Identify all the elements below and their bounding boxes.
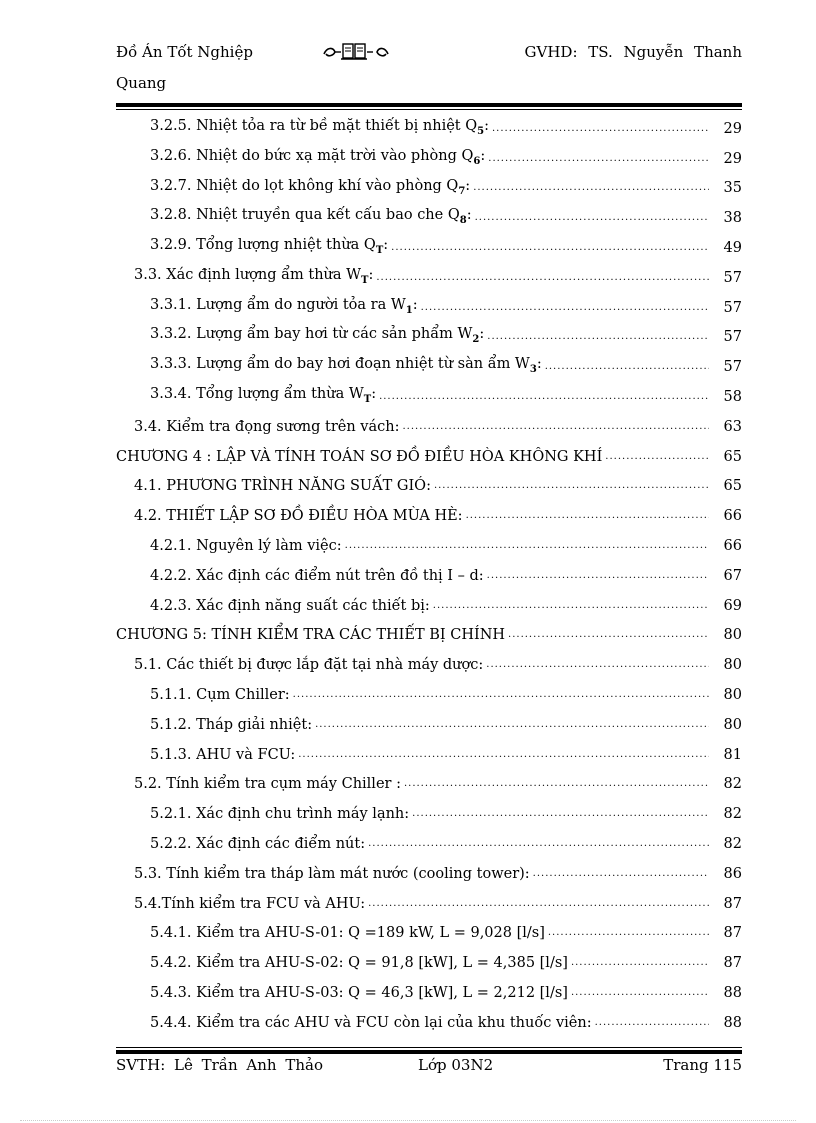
toc-entry: [116, 226, 742, 256]
toc-entry-title: [150, 207, 472, 226]
toc-entry: [116, 643, 742, 673]
toc-entry-page: 57: [723, 269, 742, 286]
toc-entry-subscript: 6: [473, 155, 481, 167]
toc-dot-leader: [403, 421, 710, 432]
toc-entry-label: 5.4.2. Kiểm tra AHU-S-02: Q = 91,8 [kW], L = 4,385 [l/s]: [150, 955, 568, 972]
toc-dot-leader: [466, 510, 709, 521]
toc-entry-label: 3.3.2. Lượng ẩm bay hơi từ các sản phẩm W: [150, 326, 473, 343]
toc-entry-title: [150, 356, 542, 375]
toc-entry-title: [150, 568, 484, 584]
toc-entry-page: 88: [723, 1014, 742, 1031]
footer-rule-thin: [116, 1047, 742, 1048]
toc-entry-page: 87: [723, 895, 742, 912]
toc-dot-leader: [379, 391, 709, 402]
toc-dot-leader: [508, 629, 709, 640]
toc-entry-label: 3.3.1. Lượng ẩm do người tỏa ra W: [150, 296, 406, 313]
toc-entry-page: 65: [723, 478, 742, 495]
toc-entry-title: [150, 118, 489, 137]
toc-entry-title: [134, 776, 401, 792]
toc-entry-title: [150, 747, 295, 763]
toc-entry: [116, 763, 742, 793]
toc-entry-label: 4.2. THIẾT LẬP SƠ ĐỒ ĐIỀU HÒA MÙA HÈ:: [134, 508, 463, 525]
toc-entry-subscript: 1: [405, 304, 413, 316]
toc-entry-subscript: 3: [529, 364, 537, 376]
toc-entry-suffix: :: [368, 266, 374, 283]
toc-entry-title: [150, 598, 430, 614]
toc-dot-leader: [487, 570, 709, 581]
toc-entry: [116, 941, 742, 971]
toc-entry-label: 3.2.7. Nhiệt do lọt không khí vào phòng Q: [150, 177, 459, 194]
toc-entry-page: 38: [723, 210, 742, 227]
toc-dot-leader: [595, 1017, 709, 1028]
toc-dot-leader: [473, 182, 709, 193]
toc-dot-leader: [368, 838, 709, 849]
toc-entry-title: [150, 297, 418, 316]
toc-entry: [116, 703, 742, 733]
toc-entry-title: [134, 419, 400, 435]
toc-entry-title: [150, 687, 290, 703]
header-advisor-cont: Quang: [116, 74, 167, 92]
toc-entry-title: [150, 985, 568, 1001]
toc-entry-subscript: 7: [458, 185, 466, 197]
toc-dot-leader: [533, 868, 709, 879]
toc-entry: [116, 554, 742, 584]
toc-entry-page: 63: [723, 418, 742, 435]
toc-entry-suffix: :: [466, 207, 472, 224]
toc-entry: [116, 882, 742, 912]
toc-entry-subscript: 5: [477, 125, 485, 137]
toc-entry-subscript: 8: [459, 215, 467, 227]
toc-entry-subscript: T: [361, 274, 369, 286]
toc-entry-title: [150, 836, 365, 852]
toc-entry-page: 82: [723, 835, 742, 852]
toc-entry-title: [150, 1015, 592, 1031]
footer-page-number: Trang 115: [663, 1056, 742, 1074]
toc-entry-subscript: 2: [472, 334, 480, 346]
toc-dot-leader: [421, 302, 709, 313]
toc-entry-title: [116, 627, 505, 643]
toc-entry-label: 3.2.9. Tổng lượng nhiệt thừa Q: [150, 237, 376, 254]
toc-entry-label: 5.1.1. Cụm Chiller:: [150, 686, 290, 703]
toc-entry-page: 65: [723, 448, 742, 465]
toc-entry-label: 4.1. PHƯƠNG TRÌNH NĂNG SUẤT GIÓ:: [134, 478, 431, 495]
toc-dot-leader: [298, 749, 709, 760]
toc-dot-leader: [571, 987, 709, 998]
toc-entry-page: 57: [723, 359, 742, 376]
footer-class: Lớp 03N2: [418, 1056, 494, 1074]
toc-entry-title: [134, 866, 530, 882]
toc-entry-label: 4.2.1. Nguyên lý làm việc:: [150, 537, 342, 554]
toc-entry: [116, 167, 742, 197]
toc-dot-leader: [293, 689, 709, 700]
toc-entry-page: 66: [723, 508, 742, 525]
toc-entry-page: 80: [723, 657, 742, 674]
toc-entry-page: 58: [723, 388, 742, 405]
toc-entry-label: 4.2.2. Xác định các điểm nút trên đồ thị I – d:: [150, 567, 484, 584]
toc-dot-leader: [368, 898, 709, 909]
toc-entry-page: 87: [723, 955, 742, 972]
toc-dot-leader: [486, 659, 709, 670]
toc-entry-label: 5.2.2. Xác định các điểm nút:: [150, 835, 366, 852]
toc-entry: [116, 614, 742, 644]
toc-entry-label: 5.2.1. Xác định chu trình máy lạnh:: [150, 806, 410, 823]
toc-entry-label: 3.3.3. Lượng ẩm do bay hơi đoạn nhiệt từ sàn ẩm W: [150, 356, 530, 373]
toc-entry-page: 35: [723, 180, 742, 197]
header-title: Đồ Án Tốt Nghiệp: [116, 43, 253, 61]
toc-entry-suffix: :: [480, 147, 486, 164]
toc-dot-leader: [433, 600, 709, 611]
toc-entry: [116, 375, 742, 405]
toc-entry-page: 82: [723, 806, 742, 823]
toc-entry-title: [150, 955, 568, 971]
toc-entry-title: [150, 717, 312, 733]
toc-entry: [116, 316, 742, 346]
toc-entry: [116, 1001, 742, 1031]
toc-entry-title: [150, 148, 485, 167]
table-of-contents: [116, 107, 742, 1031]
toc-entry: [116, 733, 742, 763]
toc-entry-page: 29: [723, 120, 742, 137]
footer-student: SVTH: Lê Trần Anh Thảo: [116, 1056, 323, 1074]
toc-entry-page: 67: [723, 567, 742, 584]
toc-entry-page: 81: [723, 746, 742, 763]
toc-entry-page: 80: [723, 686, 742, 703]
toc-entry-page: 80: [723, 716, 742, 733]
footer-rule-thick: [116, 1050, 742, 1054]
toc-entry-label: 5.4.3. Kiểm tra AHU-S-03: Q = 46,3 [kW], L = 2,212 [l/s]: [150, 984, 568, 1001]
toc-dot-leader: [391, 242, 709, 253]
toc-entry-page: 49: [723, 239, 742, 256]
toc-entry-title: [150, 237, 388, 256]
toc-entry-page: 29: [723, 150, 742, 167]
toc-entry-suffix: :: [536, 356, 542, 373]
toc-dot-leader: [488, 153, 709, 164]
toc-entry: [116, 256, 742, 286]
toc-entry: [116, 435, 742, 465]
toc-entry-label: 5.4.Tính kiểm tra FCU và AHU:: [134, 895, 366, 912]
page-header: [116, 38, 742, 96]
toc-entry-title: [150, 386, 376, 405]
toc-entry-page: 66: [723, 537, 742, 554]
toc-entry: [116, 822, 742, 852]
toc-dot-leader: [605, 451, 709, 462]
toc-entry-page: 80: [723, 627, 742, 644]
toc-entry-label: CHƯƠNG 5: TÍNH KIỂM TRA CÁC THIẾT BỊ CHÍNH: [116, 627, 506, 644]
toc-dot-leader: [548, 927, 709, 938]
toc-dot-leader: [487, 331, 709, 342]
toc-entry-label: 3.2.5. Nhiệt tỏa ra từ bề mặt thiết bị nhiệt Q: [150, 117, 478, 134]
toc-entry-page: 88: [723, 984, 742, 1001]
toc-entry-title: [134, 478, 431, 494]
toc-dot-leader: [345, 540, 709, 551]
toc-entry: [116, 405, 742, 435]
toc-entry-label: 4.2.3. Xác định năng suất các thiết bị:: [150, 597, 430, 614]
toc-dot-leader: [315, 719, 709, 730]
toc-entry: [116, 524, 742, 554]
toc-entry: [116, 286, 742, 316]
toc-dot-leader: [475, 212, 709, 223]
toc-entry-label: 3.3. Xác định lượng ẩm thừa W: [134, 266, 362, 283]
page-edge: [20, 1120, 796, 1121]
toc-entry-title: [150, 806, 409, 822]
toc-entry-label: 5.2. Tính kiểm tra cụm máy Chiller :: [134, 776, 401, 793]
toc-entry-title: [150, 538, 342, 554]
toc-entry-title: [150, 925, 545, 941]
toc-entry-suffix: :: [383, 237, 389, 254]
toc-entry-page: 57: [723, 329, 742, 346]
toc-entry-label: 5.4.1. Kiểm tra AHU-S-01: Q =189 kW, L = 9,028 [l/s]: [150, 925, 545, 942]
toc-entry: [116, 673, 742, 703]
page-footer: [116, 1056, 742, 1074]
toc-entry-page: 57: [723, 299, 742, 316]
header-advisor: GVHD: TS. Nguyễn Thanh: [524, 43, 742, 61]
toc-entry-title: [134, 267, 373, 286]
toc-dot-leader: [376, 272, 709, 283]
toc-entry: [116, 137, 742, 167]
toc-entry-suffix: :: [465, 177, 471, 194]
toc-dot-leader: [412, 808, 709, 819]
toc-entry-label: 3.2.6. Nhiệt do bức xạ mặt trời vào phòng Q: [150, 147, 474, 164]
toc-entry-label: 5.1. Các thiết bị được lắp đặt tại nhà máy dược:: [134, 657, 484, 674]
toc-entry-title: [134, 657, 483, 673]
toc-dot-leader: [492, 123, 709, 134]
toc-entry-label: 3.4. Kiểm tra đọng sương trên vách:: [134, 418, 400, 435]
toc-entry: [116, 792, 742, 822]
toc-dot-leader: [545, 361, 709, 372]
toc-entry: [116, 584, 742, 614]
toc-entry: [116, 345, 742, 375]
toc-entry-suffix: :: [412, 296, 418, 313]
toc-entry-suffix: :: [371, 386, 377, 403]
toc-entry-label: 5.1.2. Tháp giải nhiệt:: [150, 716, 313, 733]
toc-entry-label: 3.3.4. Tổng lượng ẩm thừa W: [150, 386, 364, 403]
toc-entry: [116, 912, 742, 942]
toc-entry-label: 5.3. Tính kiểm tra tháp làm mát nước (cooling tower):: [134, 865, 530, 882]
toc-entry-title: [116, 449, 602, 465]
toc-entry-page: 86: [723, 865, 742, 882]
toc-entry-title: [134, 508, 463, 524]
toc-entry-suffix: :: [479, 326, 485, 343]
toc-entry: [116, 196, 742, 226]
toc-entry-subscript: T: [363, 393, 372, 405]
toc-entry-title: [150, 178, 470, 197]
toc-entry: [116, 107, 742, 137]
toc-entry-title: [150, 326, 484, 345]
toc-entry-subscript: T: [375, 244, 384, 256]
toc-dot-leader: [571, 957, 709, 968]
book-ornament-icon: [321, 42, 431, 62]
toc-entry-label: 5.4.4. Kiểm tra các AHU và FCU còn lại của khu thuốc viên:: [150, 1014, 592, 1031]
toc-entry: [116, 465, 742, 495]
toc-entry-title: [134, 896, 365, 912]
toc-entry-label: 3.2.8. Nhiệt truyền qua kết cấu bao che Q: [150, 207, 460, 224]
toc-dot-leader: [434, 480, 709, 491]
toc-entry-page: 82: [723, 776, 742, 793]
toc-entry-suffix: :: [484, 117, 489, 134]
toc-entry-page: 69: [723, 597, 742, 614]
toc-entry-label: CHƯƠNG 4 : LẬP VÀ TÍNH TOÁN SƠ ĐỒ ĐIỀU HÒA KHÔNG KHÍ: [116, 448, 603, 465]
toc-entry: [116, 971, 742, 1001]
toc-entry: [116, 852, 742, 882]
toc-dot-leader: [404, 778, 709, 789]
toc-entry-page: 87: [723, 925, 742, 942]
toc-entry: [116, 494, 742, 524]
toc-entry-label: 5.1.3. AHU và FCU:: [150, 746, 296, 763]
